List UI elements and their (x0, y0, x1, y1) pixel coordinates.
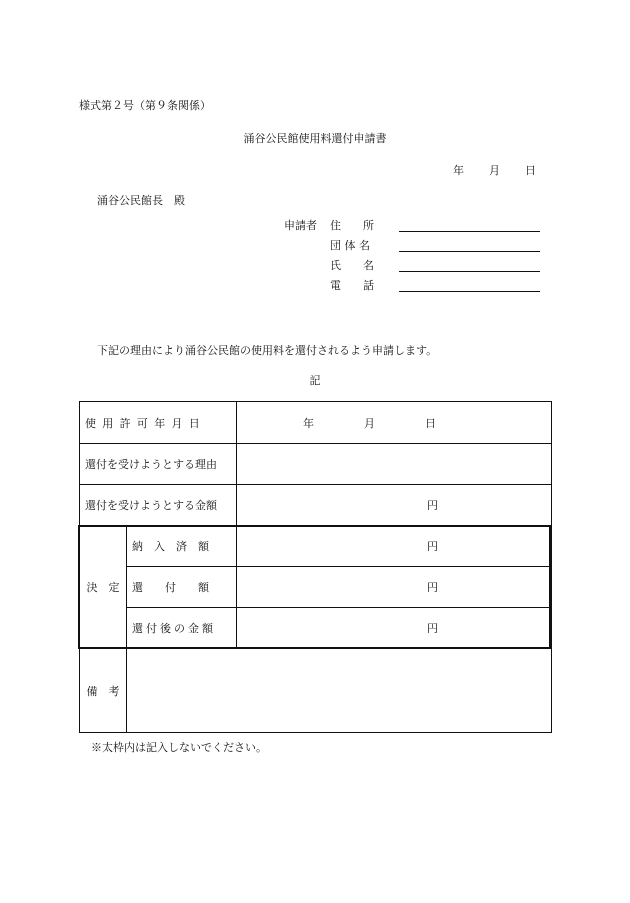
form-title: 涌谷公民館使用料還付申請書 (243, 132, 387, 145)
date-day-label: 日 (525, 164, 536, 177)
applicant-phone-label: 電 話 (330, 279, 374, 292)
remarks-row (80, 649, 552, 733)
amount-label: 還付を受けようとする金額 (80, 485, 237, 526)
permit-date-row (80, 402, 552, 444)
addressee: 涌谷公民館長 殿 (97, 194, 185, 207)
applicant-phone-line[interactable] (399, 291, 540, 292)
date-year-label: 年 (453, 164, 464, 177)
applicant-address-line[interactable] (399, 231, 540, 232)
paid-row (80, 526, 552, 567)
applicant-name-line[interactable] (399, 271, 540, 272)
permit-date-label: 使用許可年月日 (80, 402, 237, 444)
applicant-group-line[interactable] (399, 251, 540, 252)
permit-month-label: 月 (364, 416, 376, 430)
paid-label: 納 入 済 額 (127, 526, 237, 567)
applicant-prefix: 申請者 (284, 219, 317, 232)
reason-row (80, 444, 552, 485)
refund-label: 還 付 額 (127, 567, 237, 608)
paid-yen: 円 (237, 526, 552, 567)
body-text: 下記の理由により涌谷公民館の使用料を還付されるよう申請します。 (97, 344, 438, 357)
remarks-field[interactable] (127, 649, 552, 733)
form-number: 様式第２号（第９条関係） (79, 99, 211, 112)
ki-heading: 記 (309, 374, 321, 387)
refund-yen: 円 (237, 567, 552, 608)
reason-label: 還付を受けようとする理由 (80, 444, 237, 485)
date-month-label: 月 (489, 164, 500, 177)
refund-table (79, 401, 552, 733)
applicant-name-label: 氏 名 (330, 259, 374, 272)
amount-yen[interactable]: 円 (237, 485, 552, 526)
after-label: 還付後の金額 (127, 608, 237, 649)
applicant-group-label: 団 体 名 (330, 239, 370, 252)
applicant-address-label: 住 所 (330, 219, 374, 232)
permit-year-label: 年 (303, 416, 315, 430)
amount-row (80, 485, 552, 526)
refund-row (80, 567, 552, 608)
after-yen: 円 (237, 608, 552, 649)
permit-date-field[interactable] (237, 402, 552, 444)
after-row (80, 608, 552, 649)
decision-label: 決 定 (80, 526, 127, 649)
date-line (453, 162, 536, 178)
permit-day-label: 日 (425, 416, 437, 430)
reason-field[interactable] (237, 444, 552, 485)
footnote: ※太枠内は記入しないでください。 (91, 741, 267, 754)
remarks-label: 備 考 (80, 649, 127, 733)
